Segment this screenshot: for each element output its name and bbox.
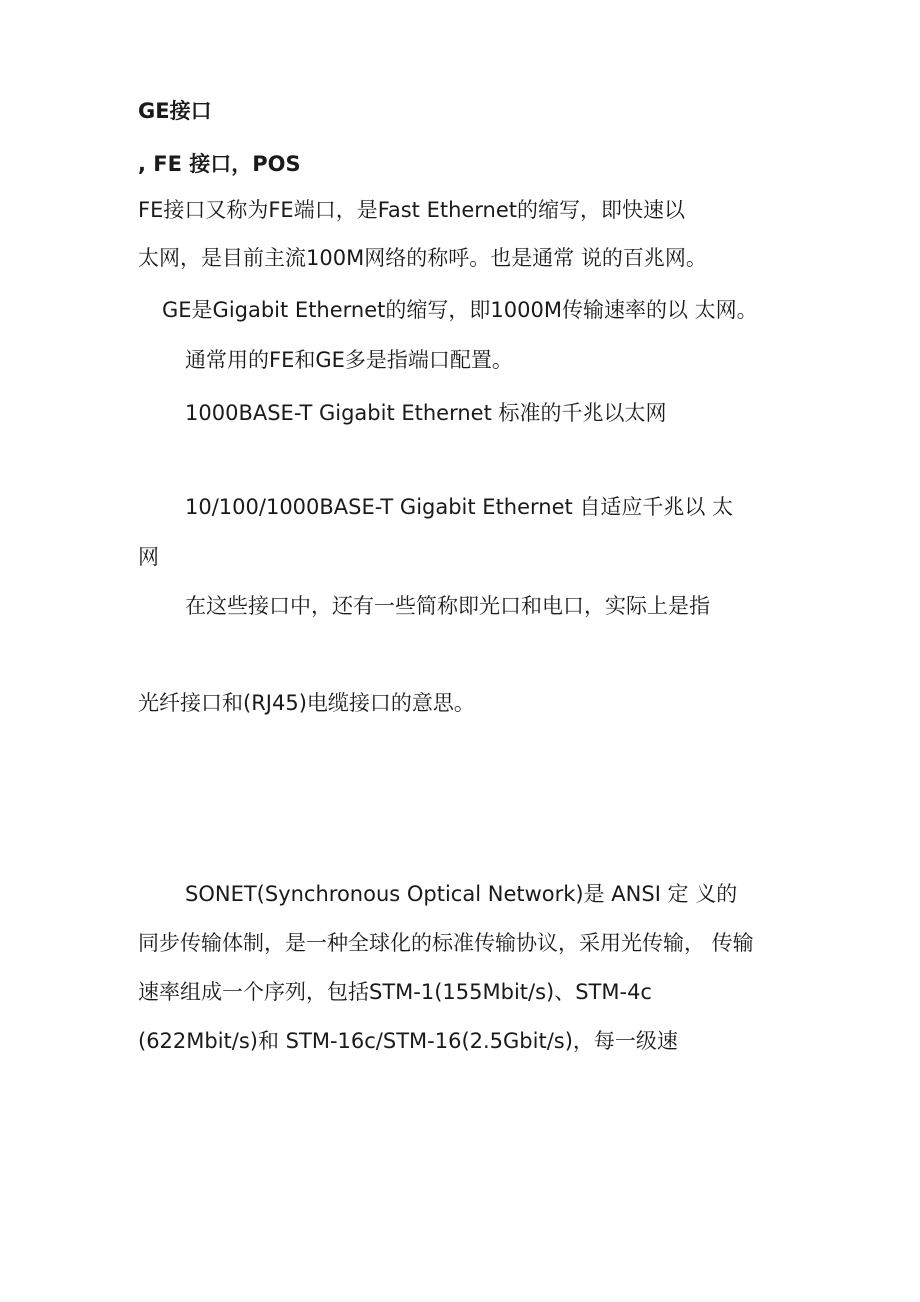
- heading-ge-interface: GE接口: [138, 99, 212, 123]
- text-line-1: FE接口又称为FE端口，是Fast Ethernet的缩写，即快速以: [138, 198, 686, 222]
- text-line-3: GE是Gigabit Ethernet的缩写，即1000M传输速率的以 太网。: [162, 298, 758, 322]
- text-line-9: 光纤接口和(RJ45)电缆接口的意思。: [138, 691, 475, 715]
- text-line-8: 在这些接口中，还有一些简称即光口和电口，实际上是指: [185, 594, 710, 618]
- heading-fe-pos: , FE 接口，POS: [138, 152, 301, 176]
- text-line-6: 10/100/1000BASE-T Gigabit Ethernet 自适应千兆以 太: [185, 495, 734, 519]
- text-line-5: 1000BASE-T Gigabit Ethernet 标准的千兆以太网: [185, 401, 667, 425]
- text-line-10: SONET(Synchronous Optical Network)是 ANSI 定 义的: [185, 882, 738, 906]
- text-line-13: (622Mbit/s)和 STM-16c/STM-16(2.5Gbit/s)，每一级速: [138, 1029, 678, 1053]
- text-line-11: 同步传输体制，是一种全球化的标准传输协议，采用光传输， 传输: [138, 931, 754, 955]
- text-line-2: 太网，是目前主流100M网络的称呼。也是通常 说的百兆网。: [138, 246, 707, 270]
- text-line-7: 网: [138, 545, 159, 569]
- text-line-12: 速率组成一个序列，包括STM-1(155Mbit/s)、STM-4c: [138, 980, 652, 1004]
- text-line-4: 通常用的FE和GE多是指端口配置。: [185, 348, 513, 372]
